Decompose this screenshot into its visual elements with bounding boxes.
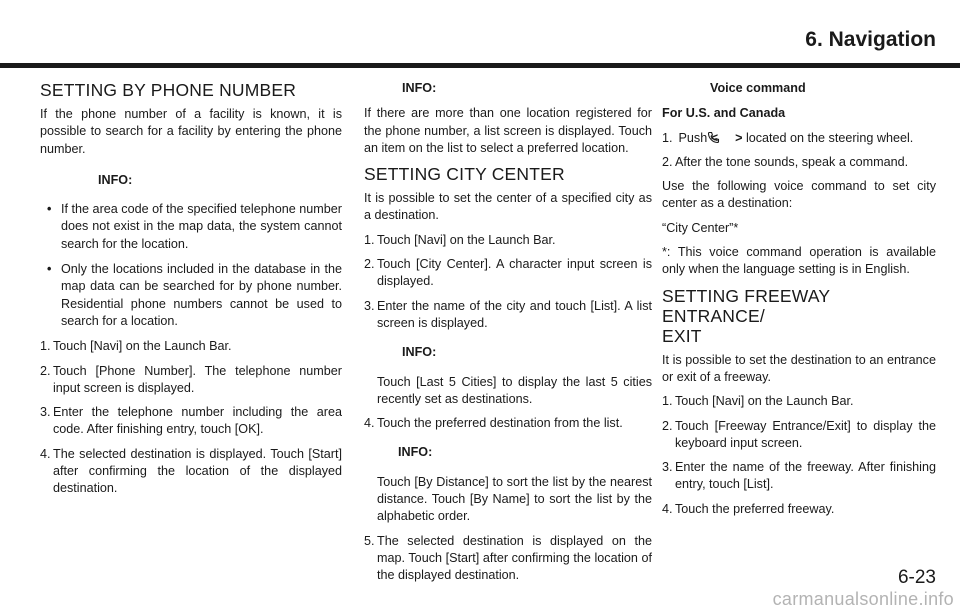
step-text: Touch [Navi] on the Launch Bar. [53,339,232,354]
info-text: Touch [By Distance] to sort the list by the nearest distance. Touch [By Name] to sort the list by the alphabetic order. [377,474,652,524]
step-number: 5. [364,533,375,548]
list-item [40,201,342,253]
step-text: located on the steering wheel. [745,130,914,145]
info-label: INFO: [402,81,437,95]
phone-icon [720,131,733,144]
step-item [364,256,652,291]
heading-line: SETTING FREEWAY ENTRANCE/ [662,285,830,326]
step-number: 2. [662,154,673,169]
step-number: 3. [662,460,673,475]
step-item [662,393,936,410]
step-text: Touch [Freeway Entrance/Exit] to display the keyboard input screen. [675,418,936,450]
step-text: Touch [Navi] on the Launch Bar. [675,394,854,409]
step-item [40,404,342,439]
step-item [662,459,936,494]
page-number: 6-23 [897,567,936,588]
step-item [364,232,652,249]
step-item [662,501,936,518]
step-number: 1. [662,394,673,409]
step-item [364,533,652,585]
voice-command-label: Voice command [710,81,806,95]
info-text: If there are more than one location registered for the phone number, a list screen is displayed. Touch an item on the list to select a preferred location. [364,106,652,155]
command-example: “City Center”* [662,220,739,235]
column-1 [40,80,342,505]
info-text: Touch [Last 5 Cities] to display the last 5 cities recently set as destinations. [377,374,652,406]
step-text: Enter the name of the city and touch [List]. A list screen is displayed. [377,298,652,330]
step-item [662,418,936,453]
step-text: Push [678,130,708,145]
step-text: The selected destination is displayed. Touch [Start] after confirming the location of the displayed destination. [53,446,342,496]
region-label: For U.S. and Canada [662,106,786,121]
info-label: INFO: [402,345,437,360]
column-2 [364,80,652,592]
step-item [40,446,342,498]
step-text: Touch the preferred destination from the list. [377,416,623,431]
bullet-text: Only the locations included in the database in the map data can be searched for by phone number. Residential phone numbers cannot be used to search for a location. [61,262,342,328]
phone-number-intro: If the phone number of a facility is known, it is possible to search for a facility by entering the phone number. [40,107,342,156]
info-label: INFO: [98,172,133,187]
step-item [662,154,936,171]
step-number: 2. [40,363,51,378]
section-heading-freeway [662,286,936,346]
step-text: Enter the name of the freeway. After finishing entry, touch [List]. [675,460,936,492]
city-center-intro: It is possible to set the center of a specified city as a destination. [364,191,652,223]
step-text: Touch [Phone Number]. The telephone number input screen is displayed. [53,363,342,395]
step-text: Touch [City Center]. A character input screen is displayed. [377,257,652,289]
chapter-title: 6. Navigation [805,28,936,51]
column-3 [662,80,936,525]
step-number: 4. [364,416,375,431]
step-text: Touch the preferred freeway. [675,501,835,516]
heading-line: EXIT [662,325,702,346]
step-item [364,415,652,432]
footnote: *: This voice command operation is available only when the language setting is in English. [662,245,936,277]
step-number: 1. [364,232,375,247]
header-divider [0,63,960,68]
watermark: carmanualsonline.info [772,589,954,609]
step-item [40,338,342,355]
bullet-text: If the area code of the specified telephone number does not exist in the map data, the system cannot search for the location. [61,202,342,251]
bullet-icon: • [47,262,52,277]
step-number: 2. [364,257,375,272]
step-number: 3. [40,405,51,420]
step-number: 4. [662,501,673,516]
bracket-open: < [710,130,719,145]
section-heading-city-center: SETTING CITY CENTER [364,164,565,185]
step-number: 2. [662,418,673,433]
step-text: After the tone sounds, speak a command. [675,154,909,169]
step-text: Enter the telephone number including the area code. After finishing entry, touch [OK]. [53,405,342,437]
section-heading-phone-number: SETTING BY PHONE NUMBER [40,80,297,100]
bracket-close: > [735,130,743,145]
step-number: 3. [364,298,375,313]
bullet-icon: • [47,202,52,217]
step-text: The selected destination is displayed on the map. Touch [Start] after confirming the location of the displayed destination. [377,533,652,583]
step-number: 1. [40,339,51,354]
list-item [40,261,342,330]
step-item [662,130,936,147]
step-number: 1. [662,130,673,145]
step-item [364,298,652,333]
step-item [40,363,342,398]
step-text: Touch [Navi] on the Launch Bar. [377,232,556,247]
voice-intro: Use the following voice command to set city center as a destination: [662,179,936,211]
step-number: 4. [40,446,51,461]
info-label: INFO: [398,445,433,460]
freeway-intro: It is possible to set the destination to an entrance or exit of a freeway. [662,352,936,384]
